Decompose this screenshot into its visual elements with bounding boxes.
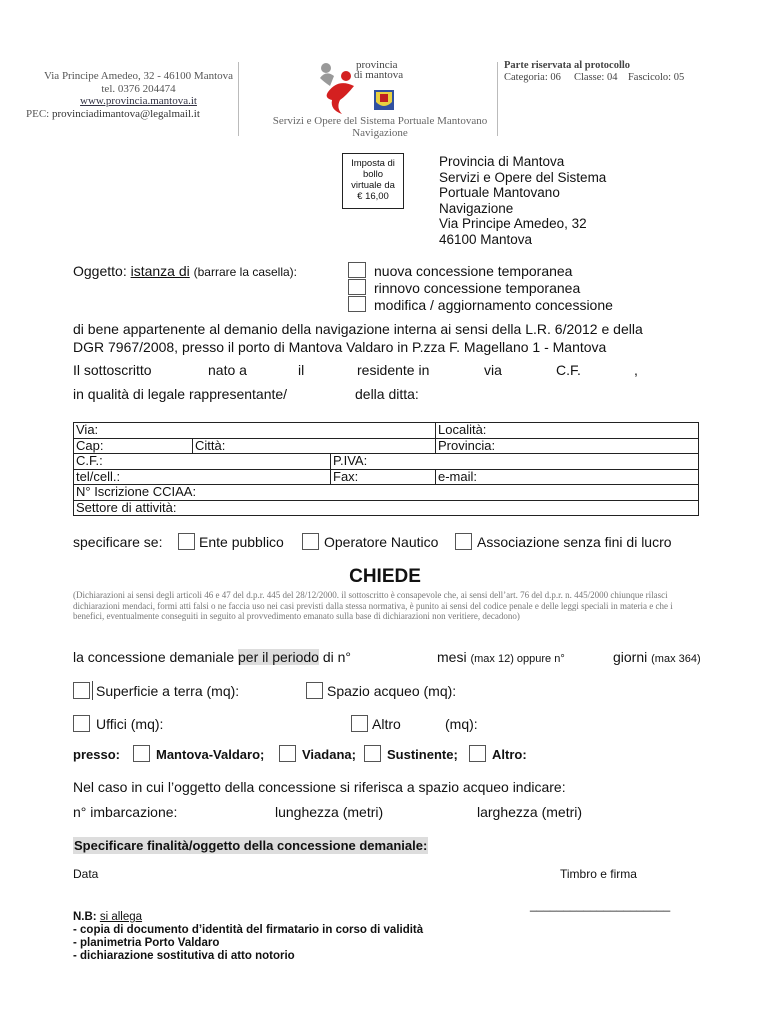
address-line: Via Principe Amedeo, 32 - 46100 Mantova bbox=[43, 70, 234, 82]
recipient-line: Navigazione bbox=[439, 200, 514, 216]
cell-cf[interactable]: C.F.: bbox=[74, 454, 331, 470]
checkbox-mantova-valdaro[interactable] bbox=[133, 745, 150, 762]
option-nuova: nuova concessione temporanea bbox=[374, 263, 573, 279]
stamp-line: bollo bbox=[362, 169, 384, 180]
company-info-table bbox=[73, 422, 699, 516]
periodo-line bbox=[73, 649, 351, 665]
label-larghezza: larghezza (metri) bbox=[477, 804, 583, 820]
service-name bbox=[250, 115, 510, 139]
chiede-heading: CHIEDE bbox=[349, 566, 421, 587]
mesi-label: mesi bbox=[437, 649, 467, 665]
periodo-text: di n° bbox=[322, 649, 351, 665]
label-altro-area: Altro bbox=[372, 716, 401, 732]
label-imbarcazione: n° imbarcazione: bbox=[73, 804, 178, 820]
attachment-item: - planimetria Porto Valdaro bbox=[73, 937, 220, 949]
attachment-item: - dichiarazione sostitutiva di atto notorio bbox=[73, 950, 295, 962]
stamp-line: Imposta di bbox=[351, 158, 395, 169]
website-link[interactable]: www.provincia.mantova.it bbox=[80, 95, 197, 107]
option-altro-presso: Altro: bbox=[492, 747, 527, 762]
recipient-line: Via Principe Amedeo, 32 bbox=[439, 216, 587, 231]
cell-provincia[interactable]: Provincia: bbox=[436, 438, 699, 454]
protocol-box bbox=[504, 60, 684, 84]
phone-line: tel. 0376 204474 bbox=[101, 82, 176, 95]
superficie-marker bbox=[92, 681, 93, 700]
checkbox-superficie[interactable] bbox=[73, 682, 90, 699]
nb-label: N.B: bbox=[73, 911, 97, 923]
attachment-item: - copia di documento d’identità del firmatario in corso di validità bbox=[73, 924, 424, 936]
cell-piva[interactable]: P.IVA: bbox=[331, 454, 699, 470]
stamp-line: € 16,00 bbox=[357, 191, 389, 202]
cell-fax[interactable]: Fax: bbox=[331, 469, 436, 485]
label-nato-a: nato a bbox=[208, 362, 247, 378]
periodo-mesi bbox=[437, 649, 565, 665]
pec-value[interactable]: provinciadimantova@legalmail.it bbox=[51, 107, 200, 120]
specificare-label: specificare se: bbox=[73, 534, 163, 550]
label-timbro-firma: Timbro e firma bbox=[560, 867, 637, 881]
periodo-highlight: per il periodo bbox=[238, 649, 319, 665]
checkbox-spazio-acqueo[interactable] bbox=[306, 682, 323, 699]
label-superficie: Superficie a terra (mq): bbox=[96, 683, 240, 699]
subject-hint: (barrare la casella): bbox=[193, 265, 298, 279]
header-divider-left bbox=[238, 62, 239, 136]
declaration-note: (Dichiarazioni ai sensi degli articoli 46 e 47 del d.p.r. 445 del 28/12/2000. il sottoscritto è consapevole che, ai sensi dell’art. 76 del d.p.r. n. 445/2000 chiunque rilasci dichiarazioni mendaci, formi atti falsi o ne faccia uso nei casi previsti dalla stessa normativa, è punito ai sensi del codice penale e delle leggi speciali in materia e che i benefici, eventualmente conseguiti in seguito al provvedimento emanato sulla base di dichiarazioni non veritiere, decadono) bbox=[73, 590, 673, 621]
label-uffici: Uffici (mq): bbox=[96, 716, 164, 732]
option-rinnovo: rinnovo concessione temporanea bbox=[374, 280, 581, 296]
option-operatore-nautico: Operatore Nautico bbox=[324, 534, 439, 550]
option-ente-pubblico: Ente pubblico bbox=[199, 534, 284, 550]
table-row bbox=[74, 454, 699, 470]
subject-label: Oggetto: bbox=[73, 263, 127, 279]
checkbox-viadana[interactable] bbox=[279, 745, 296, 762]
province-logo bbox=[316, 56, 408, 118]
table-row bbox=[74, 500, 699, 516]
recipient-line: Provincia di Mantova bbox=[439, 154, 565, 169]
cell-citta[interactable]: Città: bbox=[193, 438, 436, 454]
cell-via[interactable]: Via: bbox=[74, 423, 436, 439]
cell-settore[interactable]: Settore di attività: bbox=[74, 500, 699, 516]
cell-email[interactable]: e-mail: bbox=[436, 469, 699, 485]
cell-localita[interactable]: Località: bbox=[436, 423, 699, 439]
allega-label: si allega bbox=[99, 911, 143, 923]
checkbox-modifica[interactable] bbox=[348, 296, 366, 312]
signature-line[interactable]: _____________________ bbox=[530, 898, 671, 912]
label-lunghezza: lunghezza (metri) bbox=[275, 804, 384, 820]
option-sustinente: Sustinente; bbox=[387, 747, 458, 762]
checkbox-operatore-nautico[interactable] bbox=[302, 533, 319, 550]
option-associazione: Associazione senza fini di lucro bbox=[477, 534, 672, 550]
stamp-line: virtuale da bbox=[351, 180, 395, 191]
checkbox-associazione[interactable] bbox=[455, 533, 472, 550]
max12-label: (max 12) oppure n° bbox=[470, 653, 565, 665]
paragraph-line: DGR 7967/2008, presso il porto di Mantova Valdaro in P.zza F. Magellano 1 - Mantova bbox=[73, 339, 607, 355]
cell-tel[interactable]: tel/cell.: bbox=[74, 469, 331, 485]
periodo-text: la concessione demaniale bbox=[73, 649, 235, 665]
label-mq: (mq): bbox=[445, 716, 478, 732]
attachments-note bbox=[73, 911, 423, 963]
recipient-line: 46100 Mantova bbox=[439, 231, 533, 247]
finalita-heading: Specificare finalità/oggetto della concessione demaniale: bbox=[74, 838, 428, 853]
option-modifica: modifica / aggiornamento concessione bbox=[374, 297, 613, 313]
recipient-line: Servizi e Opere del Sistema bbox=[439, 169, 607, 185]
checkbox-altro-presso[interactable] bbox=[469, 745, 486, 762]
label-residente: residente in bbox=[357, 362, 430, 378]
option-mantova-valdaro: Mantova-Valdaro; bbox=[156, 747, 265, 762]
service-line-1: Servizi e Opere del Sistema Portuale Mantovano bbox=[272, 115, 488, 127]
stamp-duty-box bbox=[342, 153, 404, 209]
giorni-label: giorni bbox=[613, 649, 648, 665]
body-paragraph bbox=[73, 320, 643, 356]
header-divider-right bbox=[497, 62, 498, 136]
table-row bbox=[74, 469, 699, 485]
max364-label: (max 364) bbox=[651, 653, 701, 665]
label-ditta: della ditta: bbox=[355, 386, 419, 402]
label-qualita: in qualità di legale rappresentante/ bbox=[73, 386, 288, 402]
checkbox-uffici[interactable] bbox=[73, 715, 90, 732]
table-row bbox=[74, 438, 699, 454]
label-sottoscritto: Il sottoscritto bbox=[73, 362, 152, 378]
checkbox-ente-pubblico[interactable] bbox=[178, 533, 195, 550]
protocol-title: Parte riservata al protocollo bbox=[504, 60, 631, 71]
option-viadana: Viadana; bbox=[302, 747, 356, 762]
recipient-address bbox=[439, 154, 606, 247]
logo-text-1: provincia bbox=[356, 59, 398, 71]
subject-line bbox=[73, 263, 297, 279]
label-il: il bbox=[298, 362, 305, 378]
subject-options bbox=[374, 263, 613, 314]
logo-text-2: di mantova bbox=[354, 69, 404, 81]
presso-label: presso: bbox=[73, 747, 120, 762]
cell-cciaa[interactable]: N° Iscrizione CCIAA: bbox=[74, 485, 699, 501]
checkbox-sustinente[interactable] bbox=[364, 745, 381, 762]
periodo-giorni bbox=[613, 649, 701, 665]
service-line-2: Navigazione bbox=[352, 127, 408, 139]
pec-label: PEC: bbox=[26, 107, 50, 120]
table-row bbox=[74, 485, 699, 501]
header-address bbox=[26, 70, 251, 120]
label-comma: , bbox=[634, 362, 638, 378]
table-row bbox=[74, 423, 699, 439]
label-spazio-acqueo: Spazio acqueo (mq): bbox=[327, 683, 457, 699]
checkbox-nuova[interactable] bbox=[348, 262, 366, 278]
spazio-acqueo-intro: Nel caso in cui l’oggetto della concessione si riferisca a spazio acqueo indicare: bbox=[73, 779, 566, 795]
label-cf: C.F. bbox=[556, 362, 581, 378]
protocol-fields: Categoria: 06 Classe: 04 Fascicolo: 05 bbox=[504, 72, 685, 83]
label-via: via bbox=[484, 362, 502, 378]
pec-line bbox=[26, 108, 251, 121]
cell-cap[interactable]: Cap: bbox=[74, 438, 193, 454]
label-data: Data bbox=[73, 867, 99, 881]
subject-istanza: istanza di bbox=[130, 263, 190, 279]
recipient-line: Portuale Mantovano bbox=[439, 185, 560, 200]
paragraph-line: di bene appartenente al demanio della navigazione interna ai sensi della L.R. 6/2012 e della bbox=[73, 321, 643, 337]
checkbox-rinnovo[interactable] bbox=[348, 279, 366, 295]
nb-line bbox=[73, 911, 423, 924]
checkbox-altro-area[interactable] bbox=[351, 715, 368, 732]
